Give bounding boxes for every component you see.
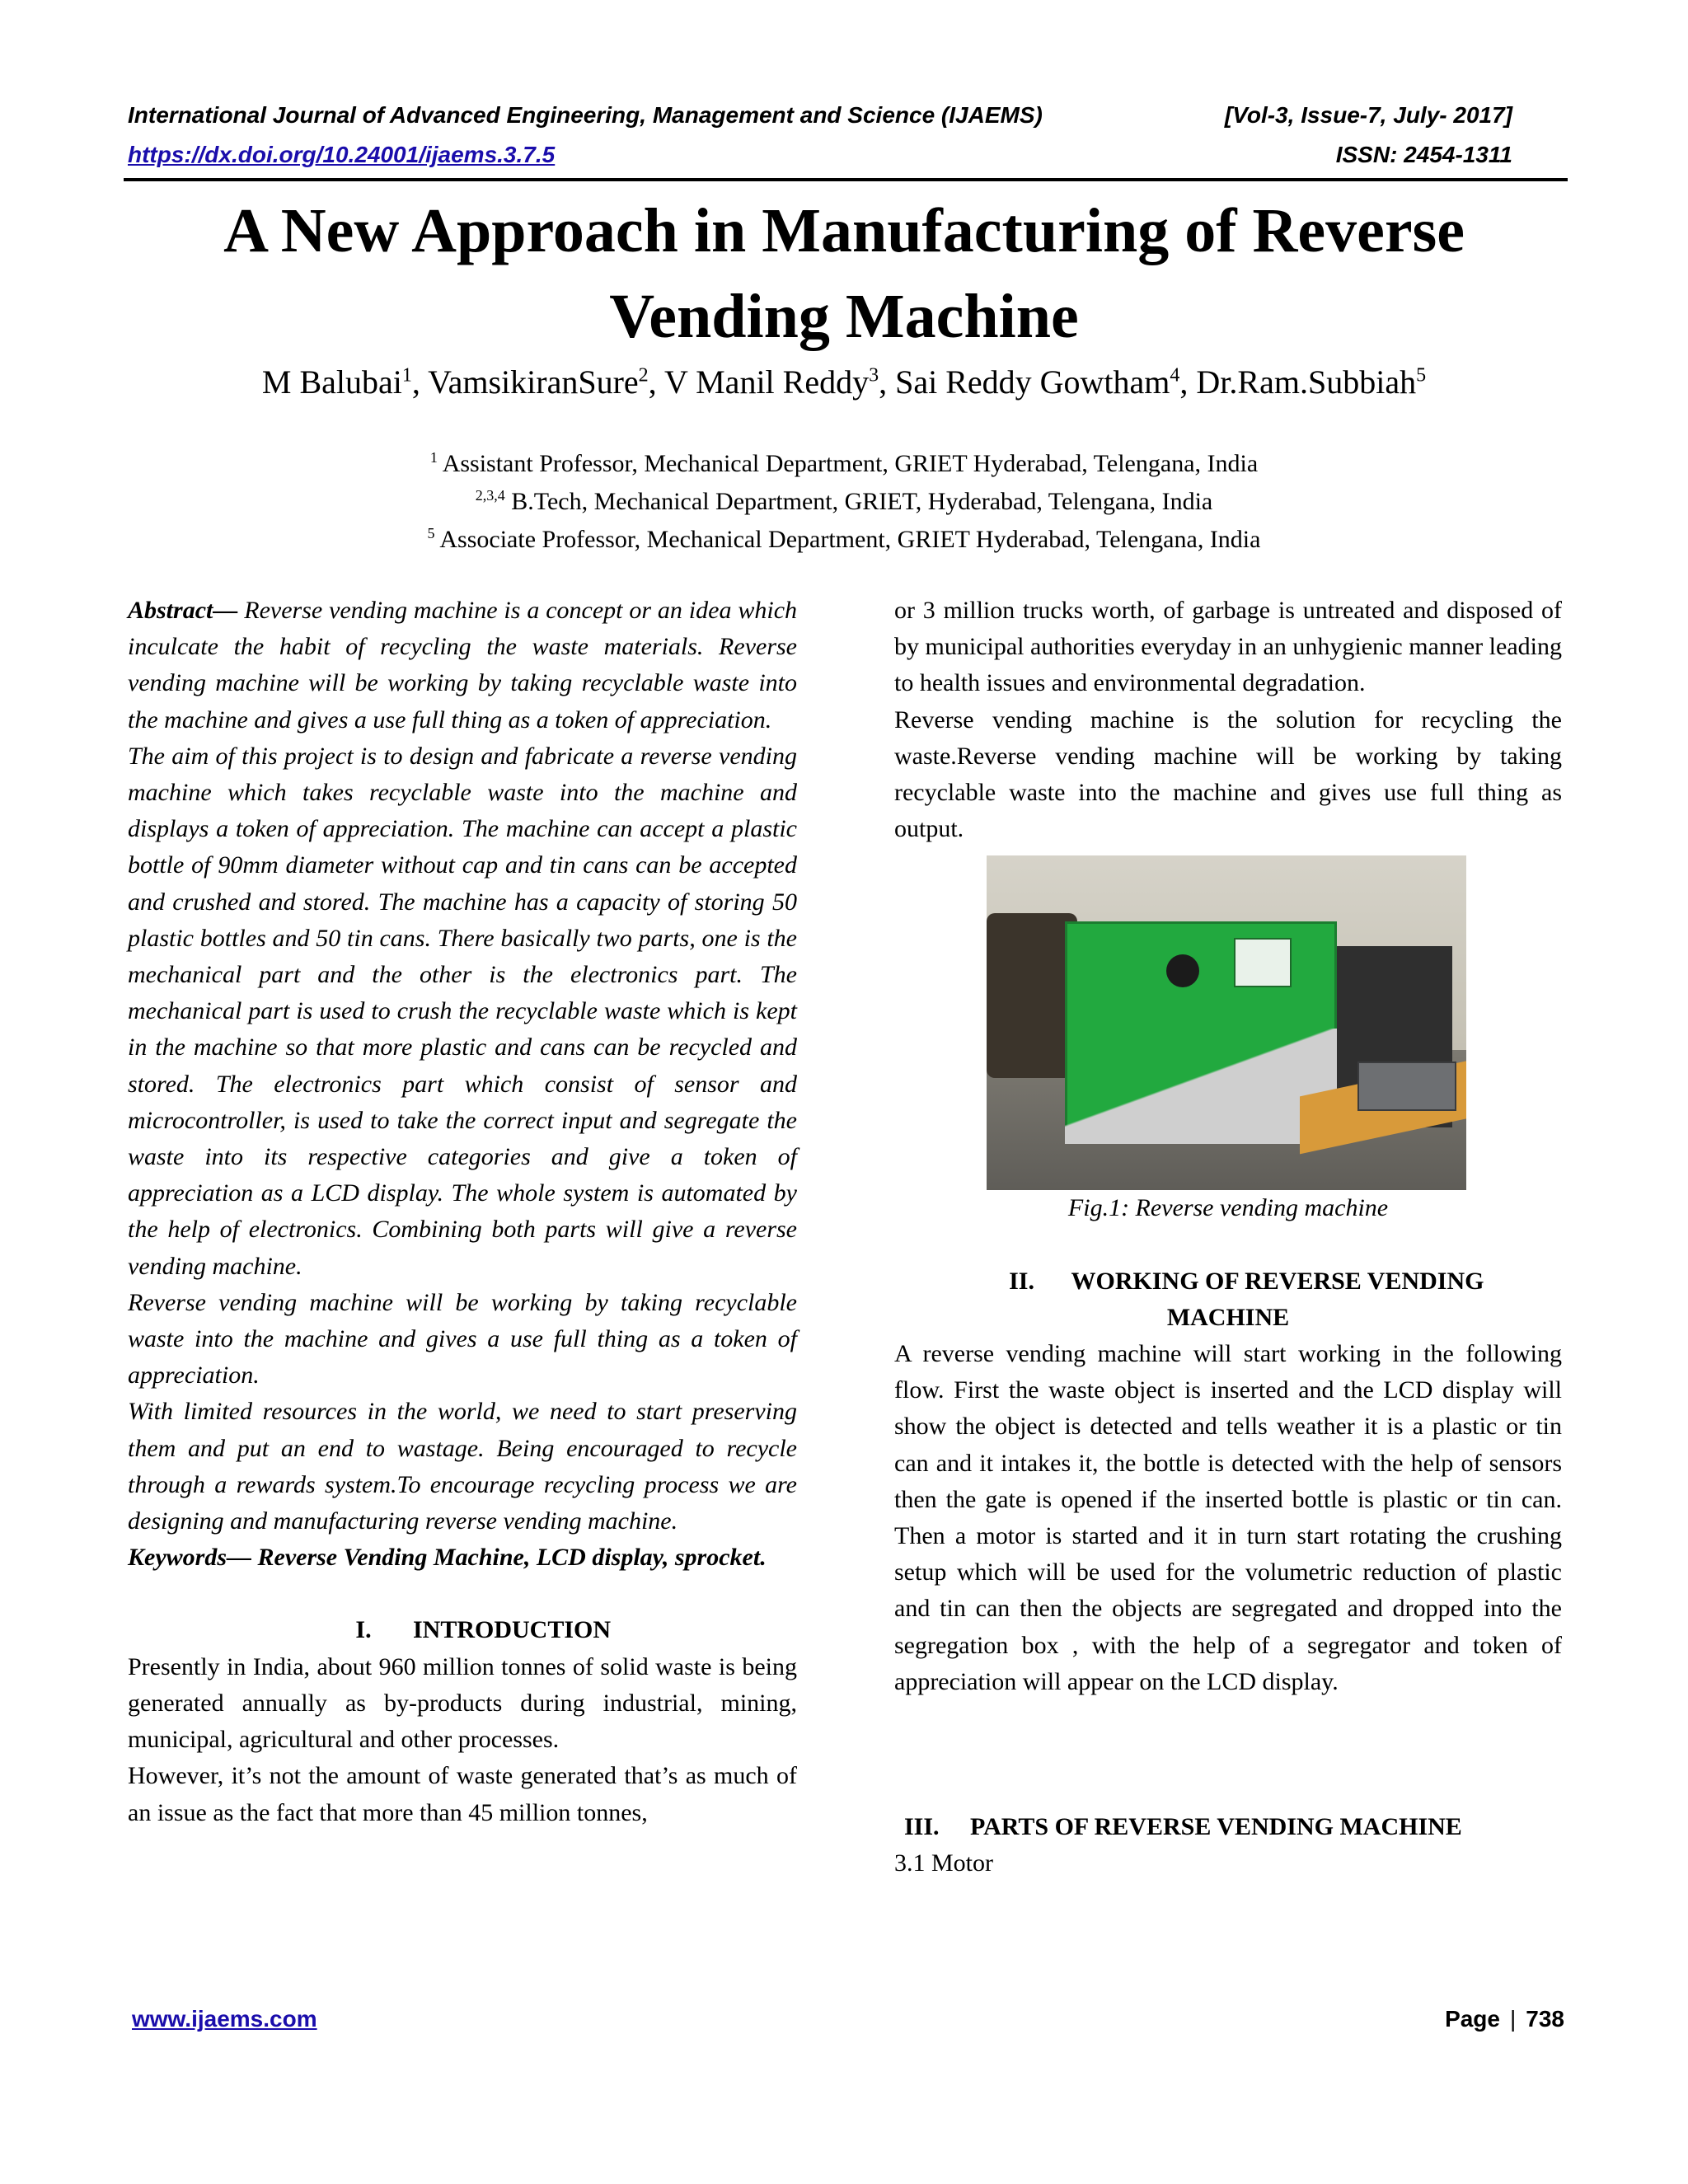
affiliation-text: Assistant Professor, Mechanical Department, GRIET Hyderabad, Telengana, India <box>442 450 1259 477</box>
section-heading <box>894 1809 1562 1845</box>
section-number: III. <box>904 1813 940 1841</box>
photo-clutter <box>987 913 1077 1078</box>
spacer <box>894 1227 1562 1263</box>
author-sup: 5 <box>1416 364 1427 387</box>
doi-header <box>128 140 1512 170</box>
affiliation-sup: 5 <box>427 525 435 541</box>
spacer <box>894 1736 1562 1773</box>
journal-header <box>128 101 1512 130</box>
abstract-paragraph <box>128 593 797 738</box>
affiliation-text: B.Tech, Mechanical Department, GRIET, Hyderabad, Telengana, India <box>511 488 1213 515</box>
author-name: Dr.Ram.Subbiah <box>1196 363 1417 401</box>
footer-website[interactable]: www.ijaems.com <box>132 2006 317 2032</box>
page-number: 738 <box>1526 2006 1564 2032</box>
subsection-heading: 3.1 Motor <box>894 1849 993 1877</box>
author-sup: 1 <box>401 364 412 387</box>
body-paragraph: or 3 million trucks worth, of garbage is untreated and disposed of by municipal authorities everyday in an unhygienic manner leading to health issues and environmental degradation. <box>894 597 1562 697</box>
spacer <box>894 1700 1562 1736</box>
spacer <box>128 1576 797 1612</box>
body-paragraph: However, it’s not the amount of waste generated that’s as much of an issue as the fact that more than 45 million tonnes, <box>128 1762 797 1826</box>
author-name: V Manil Reddy <box>663 363 870 401</box>
recycle-sign <box>1234 938 1292 987</box>
section-title: PARTS OF REVERSE VENDING MACHINE <box>970 1813 1462 1841</box>
author-sup: 2 <box>638 364 649 387</box>
figure-photo <box>987 855 1466 1190</box>
affiliation-text: Associate Professor, Mechanical Department, GRIET Hyderabad, Telengana, India <box>439 526 1261 553</box>
body-paragraph: Presently in India, about 960 million tonnes of solid waste is being generated annually as by-products during industrial, mining, municipal, agricultural and other processes. <box>128 1652 797 1754</box>
body-paragraph: A reverse vending machine will start working in the following flow. First the waste object is inserted and the LCD display will show the object is detected and tells weather it is a plastic or tin can and it intakes it, the bottle is detected with the help of sensors then the gate is opened if the inserted bottle is plastic or tin can. Then a motor is started and it in turn start rotating the crushing setup which will be used for the volumetric reduction of plastic and tin can then the objects are segregated and dropped into the segregation box , with the help of a segregator and token of appreciation will appear on the LCD display. <box>894 1340 1562 1695</box>
journal-name: International Journal of Advanced Engineering, Management and Science (IJAEMS) <box>128 102 1043 128</box>
body-paragraph: Reverse vending machine is the solution for recycling the waste.Reverse vending machine will be working by taking recyclable waste into the machine and gives use full thing as output. <box>894 705 1562 843</box>
author-sup: 3 <box>869 364 879 387</box>
section-title: INTRODUCTION <box>412 1616 612 1644</box>
author-list: M Balubai$^1$, VamsikiranSure$^2$, V Manil Reddy$^3$, Sai Reddy Gowtham$^4$, Dr.Ram.Subbiah$^5$ <box>261 363 1427 401</box>
author-sup: 4 <box>1170 364 1180 387</box>
affiliation-sup: 2,3,4 <box>475 487 505 504</box>
abstract-paragraph: With limited resources in the world, we need to start preserving them and put an end to wastage. Being encouraged to recycle through a rewards system.To encourage recycling process we are designing and manufacturing reverse vending machine. <box>128 1398 797 1535</box>
section-heading <box>894 1263 1562 1300</box>
author-name: Sai Reddy Gowtham <box>895 363 1170 401</box>
left-column <box>128 593 797 1831</box>
title-line-2: Vending Machine <box>609 282 1079 351</box>
section-number: II. <box>1009 1267 1034 1295</box>
author-name: M Balubai <box>261 363 402 401</box>
header-divider <box>124 178 1568 181</box>
author-name: VamsikiranSure <box>428 363 639 401</box>
doi-link[interactable]: https://dx.doi.org/10.24001/ijaems.3.7.5 <box>128 142 556 167</box>
figure-caption: Fig.1: Reverse vending machine <box>1067 1194 1389 1222</box>
page-separator: | <box>1510 2006 1517 2032</box>
footer-page <box>1445 2004 1564 2034</box>
keywords <box>128 1540 797 1576</box>
abstract-paragraph: Reverse vending machine will be working by taking recyclable waste into the machine and gives a use full thing as a token of appreciation. <box>128 1288 797 1390</box>
page-label: Page <box>1445 2006 1500 2032</box>
abstract-paragraph: The aim of this project is to design and fabricate a reverse vending machine which takes recyclable waste into the machine and displays a token of appreciation. The machine can accept a plastic bottle of 90mm diameter without cap and tin cans can be accepted and crushed and stored. The machine has a capacity of storing 50 plastic bottles and 50 tin cans. There basically two parts, one is the mechanical part and the other is the electronics part. The mechanical part is used to crush the recyclable waste which is kept in the machine so that more plastic and cans can be recycled and stored. The electronics part which consist of sensor and microcontroller, is used to take the correct input and segregate the waste into its respective categories and give a token of appreciation as a LCD display. The whole system is automated by the help of electronics. Combining both parts will give a reverse vending machine. <box>128 742 797 1280</box>
abstract-label: Abstract— <box>128 597 238 624</box>
keywords-label: Keywords— <box>128 1544 251 1572</box>
right-column <box>894 593 1562 1882</box>
section-title-line-2: MACHINE <box>1166 1303 1290 1331</box>
section-heading <box>128 1612 797 1648</box>
affiliation-line <box>99 445 1589 483</box>
section-number: I. <box>355 1616 372 1644</box>
affiliation-sup: 1 <box>429 449 438 466</box>
paper-title <box>99 188 1589 359</box>
issn: ISSN: 2454-1311 <box>1335 142 1512 167</box>
photo-laptop <box>1357 1062 1456 1111</box>
affiliation-line <box>99 483 1589 521</box>
affiliation-line <box>99 521 1589 559</box>
abstract-text: Reverse vending machine is a concept or an idea which inculcate the habit of recycling the waste materials. Reverse vending machine will be working by taking recyclable waste into the machine and gives a use full thing as a token of appreciation. <box>128 597 798 733</box>
section-title: WORKING OF REVERSE VENDING <box>1071 1267 1484 1295</box>
spacer <box>894 1773 1562 1809</box>
title-line-1: A New Approach in Manufacturing of Reverse <box>223 196 1465 265</box>
affiliations <box>99 445 1589 559</box>
volume-info: [Vol-3, Issue-7, July- 2017] <box>1224 102 1512 128</box>
machine-stripe <box>1065 1029 1337 1144</box>
keywords-text: Reverse Vending Machine, LCD display, sprocket. <box>257 1544 767 1572</box>
